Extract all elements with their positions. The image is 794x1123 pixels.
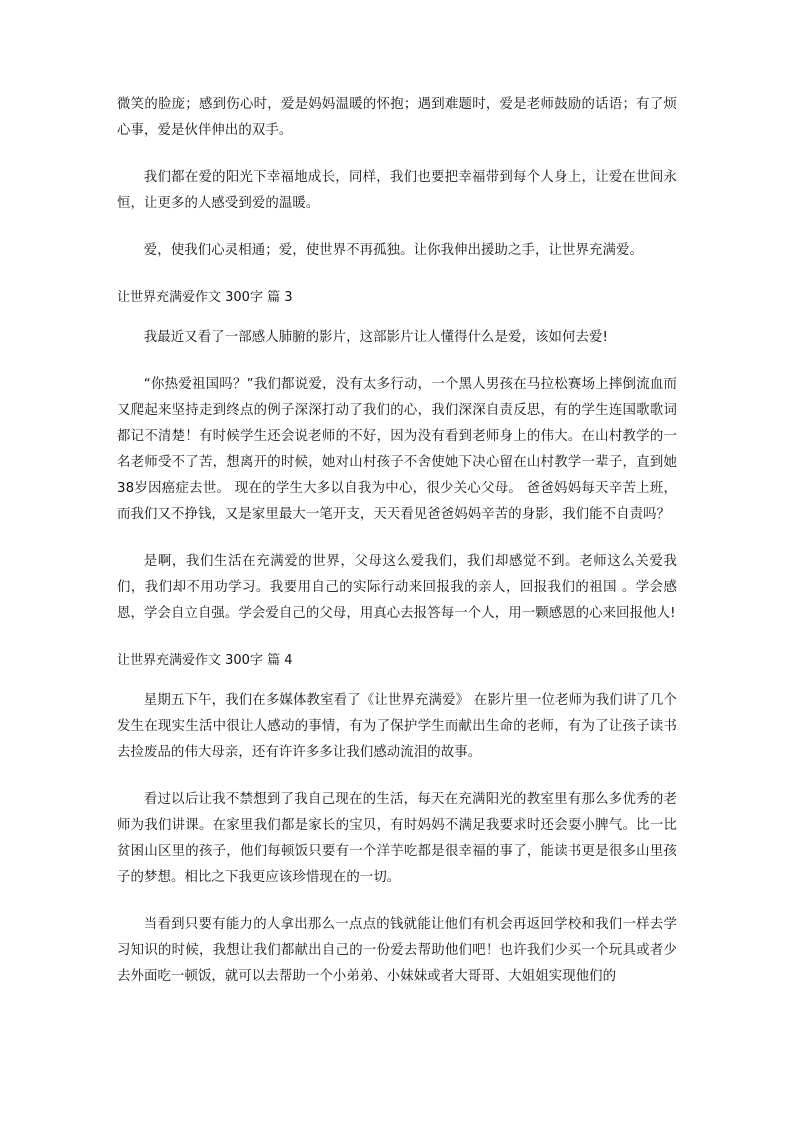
- paragraph: 星期五下午，我们在多媒体教室看了《让世界充满爱》 在影片里一位老师为我们讲了几个发生在现实生活中很让人感动的事情，有为了保护学生而献出生命的老师，有为了让孩子读书去捡废品的伟大母亲，还有许许多多让我们感动流泪的故事。: [117, 693, 677, 760]
- paragraph: 看过以后让我不禁想到了我自己现在的生活，每天在充满阳光的教室里有那么多优秀的老师为我们讲课。在家里我们都是家长的宝贝，有时妈妈不满足我要求时还会耍小脾气。比一比贫困山区里的孩子，他们每顿饭只要有一个洋芋吃都是很幸福的事了，能读书更是很多山里孩子的梦想。相比之下我更应该珍惜现在的一切。: [117, 792, 677, 885]
- section-title-3: 让世界充满爱作文 300字 篇 3: [117, 290, 293, 305]
- paragraph: 是啊，我们生活在充满爱的世界，父母这么爱我们，我们却感觉不到。老师这么关爱我们，我们却不用功学习。我要用自己的实际行动来回报我的亲人，回报我们的祖国 。学会感恩，学会自立自强。学会爱自己的父母，用真心去报答每一个人，用一颗感恩的心来回报他人!: [117, 554, 677, 621]
- paragraph: “你热爱祖国吗？”我们都说爱，没有太多行动，一个黑人男孩在马拉松赛场上摔倒流血而又爬起来坚持走到终点的例子深深打动了我们的心，我们深深自责反思，有的学生连国歌歌词都记不清楚！有时候学生还会说老师的不好，因为没有看到老师身上的伟大。在山村教学的一名老师受不了苦，想离开的时候，她对山村孩子不舍使她下决心留在山村教学一辈子，直到她 38岁因癌症去世。 现在的学生大多以自我为中心，很少关心父母。 爸爸妈妈每天辛苦上班，而我们又不挣钱，又是家里最大一笔开支，天天看见爸爸妈妈辛苦的身影，我们能不自责吗？: [117, 377, 677, 522]
- paragraph-continued: 微笑的脸庞；感到伤心时，爱是妈妈温暖的怀抱；遇到难题时，爱是老师鼓励的话语；有了烦心事，爱是伙伴伸出的双手。: [117, 97, 677, 138]
- paragraph: 爱，使我们心灵相通；爱，使世界不再孤独。让你我伸出援助之手，让世界充满爱。: [143, 243, 643, 258]
- document-body: [117, 92, 677, 990]
- paragraph: 当看到只要有能力的人拿出那么一点点的钱就能让他们有机会再返回学校和我们一样去学习知识的时候，我想让我们都献出自己的一份爱去帮助他们吧！也许我们少买一个玩具或者少去外面吃一顿饭，就可以去帮助一个小弟弟、小妹妹或者大哥哥、大姐姐实现他们的: [117, 917, 677, 984]
- section-title-4: 让世界充满爱作文 300字 篇 4: [117, 653, 293, 668]
- paragraph: 我最近又看了一部感人肺腑的影片，这部影片让人懂得什么是爱，该如何去爱!: [143, 330, 608, 345]
- paragraph: 我们都在爱的阳光下幸福地成长，同样，我们也要把幸福带到每个人身上，让爱在世间永恒，让更多的人感受到爱的温暖。: [117, 170, 677, 211]
